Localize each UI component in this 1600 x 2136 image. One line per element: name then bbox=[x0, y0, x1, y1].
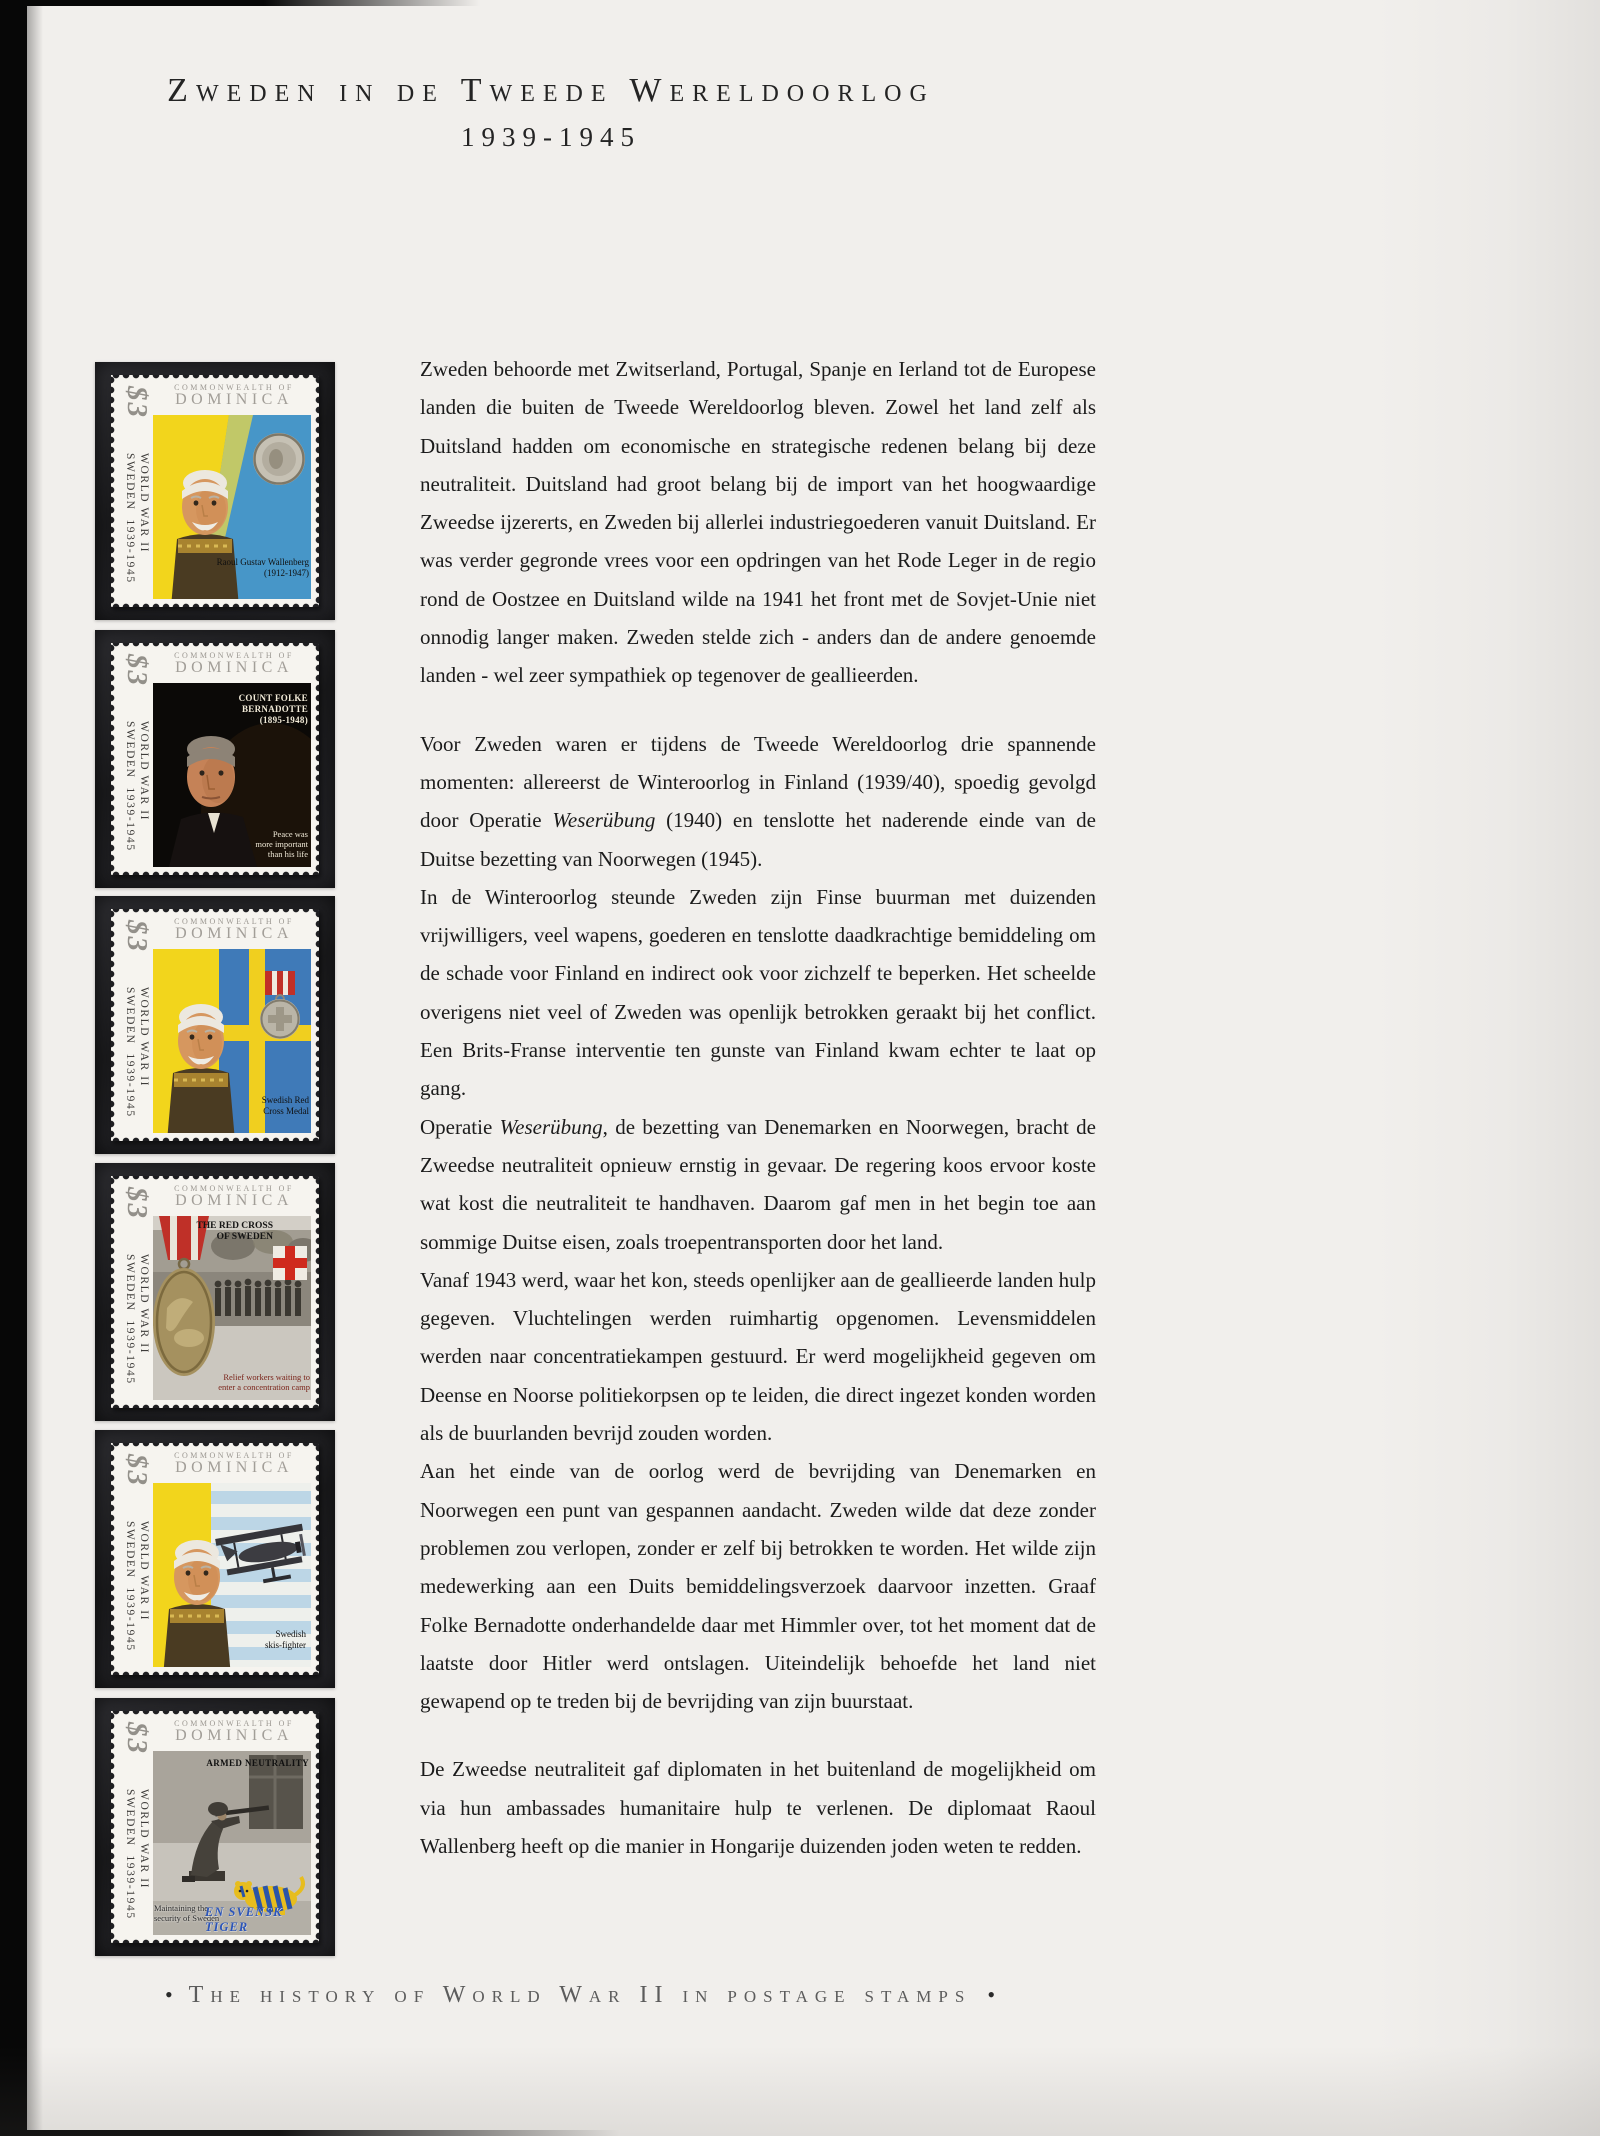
stamp-artwork bbox=[153, 415, 311, 599]
page-subtitle: 1939-1945 bbox=[461, 122, 641, 152]
stamp-perforation bbox=[312, 375, 319, 607]
text-run: In de Winteroorlog steunde Zweden zijn Finse buurman met duizenden vrijwilligers, veel wapens, goederen en tenslotte daadkrachtige bemiddeling om de schade voor Finland en indirect ook voor zichzelf te beperken. Het scheelde overigens niet veel of Zweden was openlijk betrokken geraakt bij het conflict. Een Brits-Franse interventie ten gunste van Finland kwam echter te laat op gang. bbox=[420, 884, 1096, 1101]
paragraph bbox=[420, 878, 1096, 1108]
stamp-country-name: COMMONWEALTH OF DOMINICA bbox=[174, 1451, 294, 1476]
stamp-mount-3 bbox=[95, 896, 335, 1154]
stamp-country-name: COMMONWEALTH OF DOMINICA bbox=[174, 383, 294, 408]
footer-text: The history of World War II in postage stamps bbox=[188, 1982, 972, 2008]
stamp-mount-2 bbox=[95, 630, 335, 888]
scan-edge-top bbox=[0, 0, 480, 6]
stamp-perforation bbox=[111, 643, 319, 650]
stamp-slogan: EN SVENSK TIGER bbox=[205, 1905, 283, 1934]
stamp-perforation bbox=[312, 643, 319, 875]
stamp-denomination: $3 bbox=[121, 1722, 153, 1755]
text-run: Voor Zweden waren er tijdens de Tweede Wereldoorlog drie spannende momenten: allereerst de Winteroorlog in Finland (1939/40), spoedig gevolgd door Operatie bbox=[420, 731, 1096, 833]
stamp-red-cross-of-sweden bbox=[111, 1176, 319, 1408]
stamp-perforation bbox=[111, 643, 118, 875]
stamp-perforation bbox=[111, 1176, 118, 1408]
stamp-side-inscription: SWEDEN 1939-1945 WORLD WAR II bbox=[124, 721, 150, 852]
italic-text: Weserübung bbox=[499, 1114, 603, 1139]
text-run: Vanaf 1943 werd, waar het kon, steeds openlijker aan de geallieerde landen hulp gegeven. Vluchtelingen werden ruimhartig opgenomen. Levensmiddelen werden naar concentratiekampen gestuurd. Er werd mogelijkheid gegeven om Deense en Noorse politiekorpsen op te leiden, die direct ingezet konden worden als de buurlanden bevrijd zouden worden. bbox=[420, 1267, 1096, 1446]
footer-bullet-right: • bbox=[987, 1982, 996, 2007]
footer-bullet-left: • bbox=[164, 1982, 173, 2007]
stamp-caption: Swedish Red Cross Medal bbox=[261, 1095, 309, 1116]
stamp-side-inscription: SWEDEN 1939-1945 WORLD WAR II bbox=[124, 1254, 150, 1385]
paragraph bbox=[420, 1261, 1096, 1452]
article-text bbox=[420, 350, 1096, 1865]
stamp-perforation bbox=[312, 1711, 319, 1943]
text-run: , de bezetting van Denemarken en Noorwegen, bracht de Zweedse neutraliteit opnieuw ernstig in gevaar. De regering koos ervoor koste wat kost die neutraliteit te handhaven. Daarom gaf men in het begin toe aan sommige Duitse eisen, zoals troepentransporten door het land. bbox=[420, 1114, 1096, 1254]
stamp-perforation bbox=[111, 1711, 319, 1718]
stamp-red-cross-medal bbox=[111, 909, 319, 1141]
stamp-perforation bbox=[111, 1176, 319, 1183]
stamp-caption: Swedish skis-fighter bbox=[265, 1629, 306, 1650]
text-run: Operatie bbox=[420, 1114, 500, 1139]
stamp-caption: Relief workers waiting to enter a concentration camp bbox=[218, 1372, 310, 1392]
paragraph bbox=[420, 1750, 1096, 1865]
stamp-perforation bbox=[111, 909, 118, 1141]
stamp-mount-6 bbox=[95, 1698, 335, 1956]
stamp-perforation bbox=[312, 909, 319, 1141]
text-run: (1940) en tenslotte het naderende einde van de Duitse bezetting van Noorwegen (1945). bbox=[420, 808, 1096, 871]
scan-edge-left bbox=[0, 0, 27, 2136]
stamp-perforation bbox=[312, 1443, 319, 1675]
stamp-country-name: COMMONWEALTH OF DOMINICA bbox=[174, 917, 294, 942]
stamp-perforation bbox=[111, 375, 118, 607]
text-run: Zweden behoorde met Zwitserland, Portugal, Spanje en Ierland tot de Europese landen die buiten de Tweede Wereldoorlog bleven. Zowel het land zelf als Duitsland hadden om economische en strategische redenen belang bij deze neutraliteit. Duitsland had groot belang bij de import van het hoogwaardige Zweedse ijzererts, en Zweden bij allerlei industriegoederen vanuit Duitsland. Er was verder gegronde vrees voor een opdringen van het Rode Leger in de regio rond de Oostzee en Duitsland wilde na 1941 het front met de Sovjet-Unie niet onnodig langer maken. Zweden stelde zich - anders dan de andere genoemde landen - wel zeer sympathiek op tegenover de geallieerden. bbox=[420, 357, 1096, 688]
stamp-armed-neutrality bbox=[111, 1711, 319, 1943]
stamp-bernadotte bbox=[111, 643, 319, 875]
stamp-side-inscription: SWEDEN 1939-1945 WORLD WAR II bbox=[124, 453, 150, 584]
stamp-perforation bbox=[111, 1443, 118, 1675]
stamp-side-inscription: SWEDEN 1939-1945 WORLD WAR II bbox=[124, 987, 150, 1118]
stamp-perforation bbox=[312, 1176, 319, 1408]
italic-text: Weserübung bbox=[552, 808, 656, 833]
paragraph bbox=[420, 725, 1096, 878]
stamp-mount-4 bbox=[95, 1163, 335, 1421]
stamp-perforation bbox=[111, 1711, 118, 1943]
page-title: Zweden in de Tweede Wereldoorlog bbox=[167, 72, 935, 109]
stamp-country-name: COMMONWEALTH OF DOMINICA bbox=[174, 1184, 294, 1209]
paragraph bbox=[420, 1108, 1096, 1261]
stamp-denomination: $3 bbox=[121, 386, 153, 419]
page-shading bbox=[0, 2046, 1600, 2136]
stamp-title: COUNT FOLKE BERNADOTTE (1895-1948) bbox=[238, 693, 308, 725]
stamp-country-name: COMMONWEALTH OF DOMINICA bbox=[174, 651, 294, 676]
footer bbox=[0, 1982, 1160, 2009]
text-run: Aan het einde van de oorlog werd de bevrijding van Denemarken en Noorwegen een punt van gespannen aandacht. Zweden wilde dat deze zonder problemen zou verlopen, zonder er zelf bij betrokken te worden. Het wilde zijn medewerking aan een Duits bemiddelingsverzoek daarvoor inzetten. Graaf Folke Bernadotte onderhandelde daar met Himmler over, tot het moment dat de laatste door Hitler werd ontslagen. Uiteindelijk behoefde het land niet gewapend op te treden bij de bevrijding van zijn buurstaat. bbox=[420, 1459, 1096, 1714]
paragraph bbox=[420, 1452, 1096, 1720]
stamp-mount-5 bbox=[95, 1430, 335, 1688]
stamp-side-inscription: SWEDEN 1939-1945 WORLD WAR II bbox=[124, 1789, 150, 1920]
stamp-artwork bbox=[153, 949, 311, 1133]
stamp-denomination: $3 bbox=[121, 654, 153, 687]
stamp-artwork bbox=[153, 683, 311, 867]
stamp-wallenberg-medal bbox=[111, 375, 319, 607]
stamp-title: ARMED NEUTRALITY bbox=[206, 1758, 309, 1768]
stamp-title: THE RED CROSS OF SWEDEN bbox=[196, 1221, 273, 1242]
stamp-artwork bbox=[153, 1751, 311, 1935]
text-run: De Zweedse neutraliteit gaf diplomaten in het buitenland de mogelijkheid om via hun ambassades humanitaire hulp te verlenen. De diplomaat Raoul Wallenberg heeft op die manier in Hongarije duizenden joden weten te redden. bbox=[420, 1757, 1096, 1858]
stamp-mount-1 bbox=[95, 362, 335, 620]
paragraph bbox=[420, 350, 1096, 695]
stamp-caption: Raoul Gustav Wallenberg (1912-1947) bbox=[216, 557, 309, 578]
scan-edge-left-shadow bbox=[27, 0, 43, 2136]
stamp-denomination: $3 bbox=[121, 1454, 153, 1487]
stamp-artwork bbox=[153, 1483, 311, 1667]
stamp-artwork bbox=[153, 1216, 311, 1400]
stamp-country-name: COMMONWEALTH OF DOMINICA bbox=[174, 1719, 294, 1744]
stamp-denomination: $3 bbox=[121, 920, 153, 953]
stamp-caption: Maintaining the security of Sweden bbox=[154, 1903, 220, 1923]
stamp-perforation bbox=[111, 1443, 319, 1450]
stamp-perforation bbox=[111, 909, 319, 916]
stamp-ski-fighter bbox=[111, 1443, 319, 1675]
stamp-caption: Peace was more important than his life bbox=[255, 829, 308, 859]
stamp-denomination: $3 bbox=[121, 1187, 153, 1220]
stamp-side-inscription: SWEDEN 1939-1945 WORLD WAR II bbox=[124, 1521, 150, 1652]
stamp-perforation bbox=[111, 375, 319, 382]
